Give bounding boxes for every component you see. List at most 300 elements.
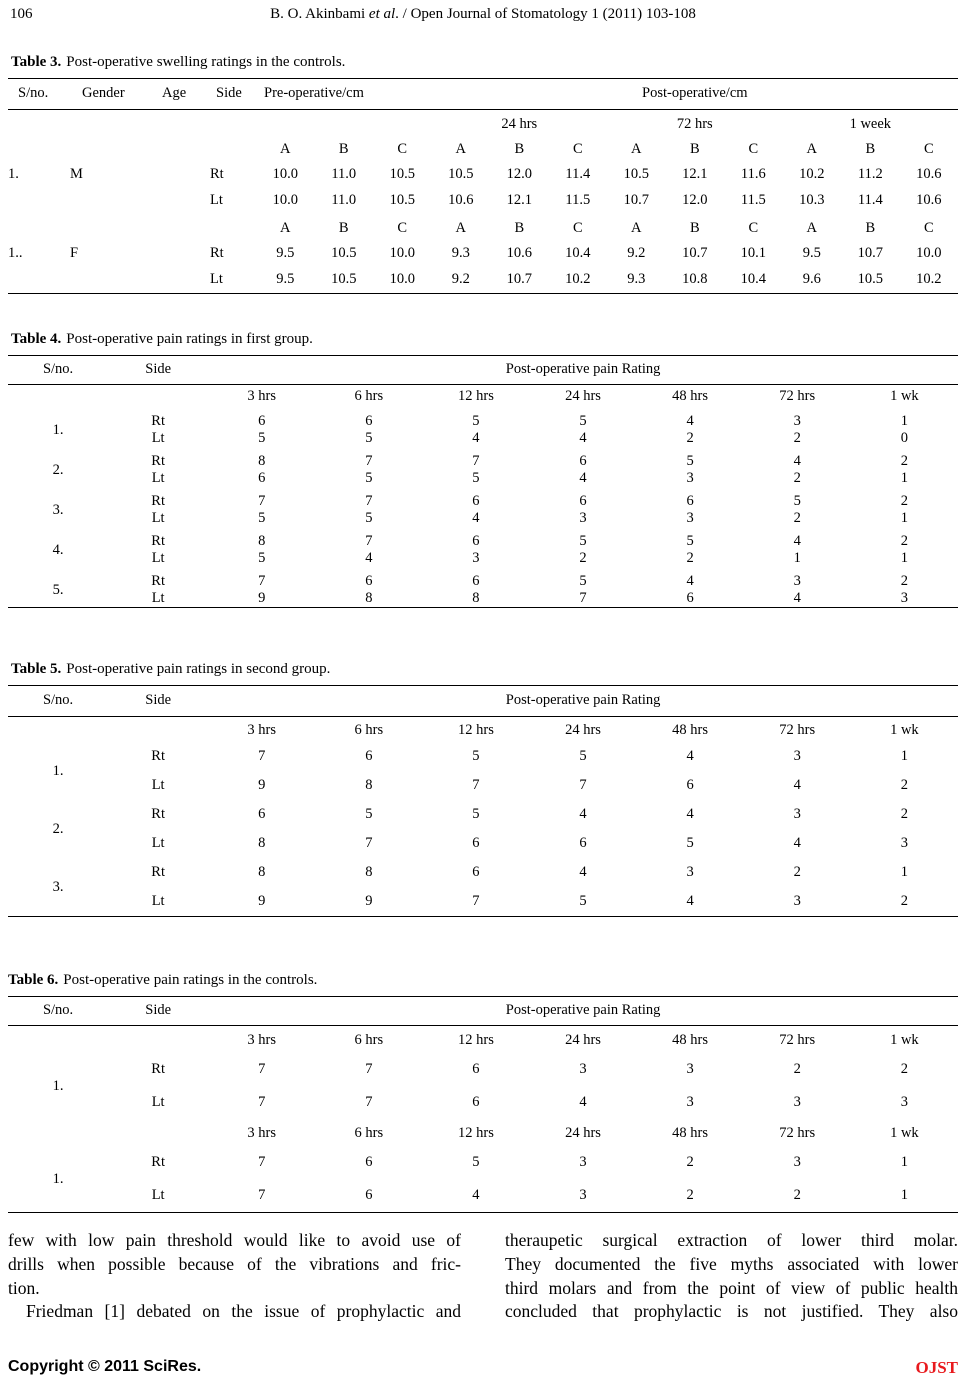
side-cell: Rt (151, 413, 165, 429)
pain-rating-cell: 7 (472, 453, 480, 469)
pain-rating-cell: 6 (365, 413, 373, 429)
pain-rating-cell: 2 (793, 1061, 801, 1077)
pain-rating-cell: 5 (686, 533, 694, 549)
value-cell: 11.6 (740, 166, 766, 182)
abc-header-row (8, 214, 958, 241)
pain-rating-cell: 7 (365, 1094, 373, 1110)
pain-rating-cell: 7 (258, 573, 266, 589)
col-age: Age (150, 79, 210, 110)
col-side: Side (210, 79, 256, 110)
pain-rating-cell: 3 (793, 748, 801, 764)
pain-rating-cell: 2 (686, 1154, 694, 1170)
pain-rating-cell: 4 (686, 413, 694, 429)
pain-rating-cell: 6 (472, 864, 480, 880)
pain-rating-cell: 6 (365, 1187, 373, 1203)
pain-rating-cell: 5 (472, 413, 480, 429)
body-text-line: They documented the five myths associated with lower (505, 1253, 958, 1274)
time-label-cell: 6 hrs (354, 1032, 384, 1048)
measure-label-cell: B (689, 141, 700, 157)
time-label-cell: 48 hrs (672, 388, 709, 404)
sno-cell: 1. (52, 1077, 64, 1094)
table-row (8, 527, 958, 550)
pain-rating-cell: 9 (258, 893, 266, 909)
pain-rating-cell: 2 (579, 550, 587, 566)
pain-rating-cell: 3 (686, 1094, 694, 1110)
side-cell: Lt (151, 550, 165, 566)
value-cell: 11.0 (331, 192, 357, 208)
pain-rating-cell: 2 (900, 493, 908, 509)
time-label-cell: 1 wk (890, 1032, 919, 1048)
table-row (8, 1086, 958, 1119)
col-pain-rating: Post-operative pain Rating (208, 997, 958, 1026)
pain-rating-cell: 7 (258, 748, 266, 764)
time-label-cell: 1 wk (890, 722, 919, 738)
measure-label-cell: C (923, 220, 934, 236)
sno-cell: 2. (52, 820, 64, 837)
measure-label-cell: B (865, 220, 876, 236)
measure-label-cell: A (806, 220, 818, 236)
value-cell: 12.1 (506, 192, 532, 208)
value-cell: 9.5 (276, 271, 295, 287)
value-cell: 10.5 (448, 166, 474, 182)
value-cell: 10.7 (682, 245, 708, 261)
measure-label-cell: A (806, 141, 818, 157)
pain-rating-cell: 3 (900, 590, 908, 606)
pain-rating-cell: 9 (365, 893, 373, 909)
time-label-cell: 72 hrs (779, 1125, 816, 1141)
measure-label-cell: C (397, 141, 408, 157)
measure-label-cell: C (748, 220, 759, 236)
pain-table-second-group (8, 685, 958, 917)
body-text-line: Friedman [1] debated on the issue of prophylactic and (26, 1301, 461, 1322)
pain-rating-cell: 2 (793, 1187, 801, 1203)
table6-title (8, 971, 958, 989)
value-cell: 10.0 (272, 166, 298, 182)
value-cell: 10.0 (916, 245, 942, 261)
value-cell: 10.2 (565, 271, 591, 287)
pain-rating-cell: 2 (793, 864, 801, 880)
pain-rating-cell: 4 (579, 864, 587, 880)
spacer-cell (8, 717, 208, 743)
pain-rating-cell: 5 (579, 748, 587, 764)
value-cell: 11.5 (740, 192, 766, 208)
value-cell: 9.3 (451, 245, 470, 261)
pain-rating-cell: 4 (472, 430, 480, 446)
pain-rating-cell: 1 (900, 1154, 908, 1170)
pain-rating-cell: 5 (793, 493, 801, 509)
pain-rating-cell: 2 (900, 573, 908, 589)
body-text-line: theraupetic surgical extraction of lower third molar. (505, 1230, 958, 1250)
time-label-cell: 72 hrs (779, 1032, 816, 1048)
side-cell: Lt (210, 271, 223, 287)
table-row (8, 162, 958, 188)
table-row (8, 1179, 958, 1213)
pain-rating-cell: 4 (579, 470, 587, 486)
pain-rating-cell: 3 (686, 864, 694, 880)
pain-rating-cell: 5 (472, 748, 480, 764)
pain-rating-cell: 6 (472, 573, 480, 589)
measure-label-cell: A (631, 220, 642, 236)
value-cell: 10.6 (506, 245, 532, 261)
col-side: Side (108, 356, 208, 385)
table-row (8, 887, 958, 917)
measure-label-cell: A (631, 141, 642, 157)
pain-rating-cell: 6 (472, 533, 480, 549)
value-cell: 10.6 (448, 192, 474, 208)
pain-rating-cell: 8 (258, 835, 266, 851)
pain-rating-cell: 7 (365, 493, 373, 509)
table-row (8, 771, 958, 800)
pain-rating-cell: 8 (258, 864, 266, 880)
pain-rating-cell: 3 (472, 550, 480, 566)
pain-rating-cell: 8 (258, 533, 266, 549)
pain-rating-cell: 4 (686, 748, 694, 764)
pain-rating-cell: 5 (686, 453, 694, 469)
col-preoperative: Pre-operative/cm (256, 79, 432, 110)
time-1week: 1 week (849, 116, 892, 132)
value-cell: 10.5 (389, 192, 415, 208)
table3-title-label: Table 3. (11, 54, 62, 70)
body-text-line: third molars and from the point of view of public health (505, 1277, 958, 1298)
pain-rating-cell: 3 (900, 835, 908, 851)
col-pain-rating: Post-operative pain Rating (208, 686, 958, 717)
pain-rating-cell: 5 (258, 550, 266, 566)
measure-label-cell: C (748, 141, 759, 157)
time-header-row (8, 717, 958, 743)
pain-rating-cell: 4 (579, 1094, 587, 1110)
copyright-notice: Copyright © 2011 SciRes. (8, 1358, 202, 1375)
measure-label-cell: A (455, 141, 467, 157)
time-24hrs: 24 hrs (501, 116, 538, 132)
side-cell: Rt (210, 166, 224, 182)
side-cell: Lt (151, 590, 165, 606)
pain-rating-cell: 4 (579, 430, 587, 446)
pain-rating-cell: 7 (258, 1061, 266, 1077)
value-cell: 11.4 (565, 166, 591, 182)
table-row (8, 858, 958, 887)
value-cell: 10.4 (740, 271, 766, 287)
measure-label-cell: B (865, 141, 876, 157)
side-cell: Rt (151, 1154, 165, 1170)
pain-rating-cell: 5 (472, 1154, 480, 1170)
abc-header-row (8, 135, 958, 162)
value-cell: 10.0 (389, 271, 415, 287)
value-cell: 11.0 (331, 166, 357, 182)
side-cell: Rt (151, 573, 165, 589)
pain-rating-cell: 4 (793, 533, 801, 549)
pain-rating-cell: 3 (793, 806, 801, 822)
table3-title-text: Post-operative swelling ratings in the controls. (66, 54, 346, 70)
gender-cell: F (70, 245, 79, 261)
spacer-cell (8, 110, 256, 136)
time-label-cell: 48 hrs (672, 1032, 709, 1048)
value-cell: 11.4 (857, 192, 883, 208)
col-gender: Gender (70, 79, 150, 110)
pain-rating-cell: 5 (579, 533, 587, 549)
value-cell: 10.7 (857, 245, 883, 261)
pain-rating-cell: 7 (472, 893, 480, 909)
measure-label-cell: B (689, 220, 700, 236)
side-cell: Lt (151, 510, 165, 526)
value-cell: 10.1 (740, 245, 766, 261)
pain-rating-cell: 8 (365, 864, 373, 880)
pain-rating-cell: 2 (793, 430, 801, 446)
spacer-cell (8, 1119, 208, 1146)
time-label-cell: 48 hrs (672, 722, 709, 738)
side-cell: Lt (151, 1094, 165, 1110)
measure-label-cell: B (514, 220, 525, 236)
sno-cell: 1. (8, 166, 19, 182)
time-label-cell: 12 hrs (457, 388, 494, 404)
table6-title-text: Post-operative pain ratings in the controls. (63, 972, 318, 988)
side-cell: Rt (151, 748, 165, 764)
time-72hrs: 72 hrs (676, 116, 713, 132)
table-row (8, 1146, 958, 1179)
measure-label-cell: B (514, 141, 525, 157)
pain-rating-cell: 6 (365, 1154, 373, 1170)
pain-rating-cell: 4 (686, 893, 694, 909)
value-cell: 10.6 (916, 166, 942, 182)
value-cell: 10.6 (916, 192, 942, 208)
table-header-row (8, 356, 958, 385)
table4-title (11, 330, 958, 348)
pain-rating-cell: 3 (579, 1154, 587, 1170)
table4-title-text: Post-operative pain ratings in first group. (66, 331, 313, 347)
pain-rating-cell: 2 (793, 470, 801, 486)
value-cell: 12.0 (682, 192, 708, 208)
time-label-cell: 72 hrs (779, 388, 816, 404)
col-pain-rating: Post-operative pain Rating (208, 356, 958, 385)
sno-cell: 1. (52, 1170, 64, 1187)
time-label-cell: 24 hrs (565, 1125, 601, 1141)
time-label-cell: 24 hrs (565, 388, 601, 404)
measure-label-cell: B (338, 220, 349, 236)
time-header-row (8, 1119, 958, 1146)
pain-rating-cell: 2 (793, 510, 801, 526)
pain-rating-cell: 5 (258, 510, 266, 526)
time-label-cell: 24 hrs (565, 722, 601, 738)
pain-rating-cell: 4 (686, 806, 694, 822)
pain-rating-cell: 4 (793, 453, 801, 469)
sno-cell: 1.. (8, 245, 23, 261)
table6-title-label: Table 6. (8, 972, 59, 988)
side-cell: Rt (151, 806, 165, 822)
pain-rating-cell: 1 (900, 550, 908, 566)
spacer-cell (8, 267, 210, 294)
sno-cell: 4. (52, 541, 64, 558)
pain-rating-cell: 1 (900, 1187, 908, 1203)
time-label-cell: 3 hrs (247, 1032, 277, 1048)
side-cell: Lt (151, 470, 165, 486)
pain-rating-cell: 1 (900, 470, 908, 486)
pain-rating-cell: 7 (579, 590, 587, 606)
pain-rating-cell: 7 (258, 1154, 266, 1170)
time-label-cell: 6 hrs (354, 388, 384, 404)
table-header-row (8, 686, 958, 717)
journal-abbreviation: OJST (915, 1358, 958, 1377)
time-label-cell: 72 hrs (779, 722, 816, 738)
pain-rating-cell: 4 (472, 510, 480, 526)
pain-rating-cell: 4 (793, 777, 801, 793)
time-label-cell: 3 hrs (247, 722, 277, 738)
running-head (8, 6, 958, 26)
table-row (8, 447, 958, 470)
value-cell: 9.2 (451, 271, 470, 287)
table-row (8, 1053, 958, 1086)
spacer-cell (256, 110, 432, 136)
pain-rating-cell: 1 (793, 550, 801, 566)
side-cell: Rt (151, 453, 165, 469)
pain-rating-cell: 7 (258, 1094, 266, 1110)
table-row (8, 829, 958, 858)
side-cell: Lt (151, 893, 165, 909)
value-cell: 10.4 (565, 245, 591, 261)
value-cell: 9.3 (627, 271, 646, 287)
pain-rating-cell: 2 (900, 777, 908, 793)
running-head-etal: et al (368, 6, 396, 22)
pain-rating-cell: 3 (793, 1154, 801, 1170)
pain-rating-cell: 5 (365, 430, 373, 446)
table-header-row (8, 997, 958, 1026)
pain-rating-cell: 7 (365, 835, 373, 851)
table-row (8, 590, 958, 608)
sno-cell: 5. (52, 581, 64, 598)
value-cell: 11.5 (565, 192, 591, 208)
pain-rating-cell: 7 (365, 533, 373, 549)
pain-rating-cell: 6 (472, 1061, 480, 1077)
value-cell: 9.5 (276, 245, 295, 261)
pain-rating-cell: 3 (686, 1061, 694, 1077)
pain-rating-cell: 7 (258, 1187, 266, 1203)
pain-table-controls (8, 996, 958, 1213)
pain-rating-cell: 4 (686, 573, 694, 589)
pain-rating-cell: 2 (686, 550, 694, 566)
swelling-table-body (8, 110, 958, 294)
pain-rating-cell: 6 (472, 493, 480, 509)
running-head-authors: B. O. Akinbami (270, 6, 369, 22)
value-cell: 10.5 (857, 271, 883, 287)
pain-rating-cell: 5 (365, 806, 373, 822)
value-cell: 10.0 (272, 192, 298, 208)
table5-title-text: Post-operative pain ratings in second group. (66, 661, 331, 677)
body-text-line: tion. (8, 1277, 40, 1298)
page-number: 106 (10, 6, 33, 22)
pain-rating-cell: 6 (686, 493, 694, 509)
table-row (8, 241, 958, 267)
time-header-row (8, 1026, 958, 1054)
time-label-cell: 3 hrs (247, 388, 277, 404)
pain-rating-cell: 5 (579, 573, 587, 589)
value-cell: 9.6 (802, 271, 821, 287)
pain-rating-cell: 6 (472, 1094, 480, 1110)
col-sno: S/no. (8, 356, 108, 385)
col-sno: S/no. (8, 79, 70, 110)
value-cell: 10.5 (623, 166, 649, 182)
pain-rating-cell: 3 (793, 573, 801, 589)
table-header-row (8, 79, 958, 110)
value-cell: 10.3 (799, 192, 825, 208)
pain-rating-cell: 2 (900, 806, 908, 822)
side-cell: Lt (151, 835, 165, 851)
body-text-line: few with low pain threshold would like to avoid use of (8, 1230, 461, 1250)
pain-rating-cell: 7 (365, 453, 373, 469)
pain-rating-cell: 1 (900, 510, 908, 526)
pain-rating-cell: 6 (258, 470, 266, 486)
side-cell: Rt (151, 533, 165, 549)
value-cell: 10.0 (389, 245, 415, 261)
time-header-row (8, 385, 958, 408)
table-row (8, 470, 958, 487)
pain-rating-cell: 1 (900, 748, 908, 764)
value-cell: 10.2 (799, 166, 825, 182)
pain-rating-cell: 4 (365, 550, 373, 566)
pain-rating-cell: 8 (472, 590, 480, 606)
pain-rating-cell: 3 (793, 1094, 801, 1110)
table-row (8, 430, 958, 447)
pain-rating-cell: 3 (579, 1061, 587, 1077)
pain-rating-cell: 2 (686, 430, 694, 446)
swelling-table (8, 78, 958, 294)
measure-label-cell: A (280, 220, 291, 236)
side-cell: Lt (151, 430, 165, 446)
pain-rating-cell: 4 (579, 806, 587, 822)
measure-label-cell: C (572, 141, 583, 157)
pain-rating-cell: 3 (793, 893, 801, 909)
pain-rating-cell: 6 (579, 493, 587, 509)
value-cell: 12.0 (506, 166, 532, 182)
pain-rating-cell: 2 (900, 533, 908, 549)
measure-label-cell: A (280, 141, 291, 157)
running-head-journal: . / Open Journal of Stomatology 1 (2011) 103-108 (395, 6, 696, 22)
measure-label-cell: C (572, 220, 583, 236)
value-cell: 12.1 (682, 166, 708, 182)
table-row (8, 567, 958, 590)
time-label-cell: 12 hrs (457, 1125, 494, 1141)
table3-title (11, 53, 958, 71)
pain-rating-cell: 7 (258, 493, 266, 509)
col-sno: S/no. (8, 997, 108, 1026)
pain-rating-cell: 8 (365, 590, 373, 606)
col-sno: S/no. (8, 686, 108, 717)
table5-title (11, 660, 958, 678)
pain-rating-cell: 5 (579, 413, 587, 429)
pain-rating-cell: 5 (472, 470, 480, 486)
spacer-cell (8, 135, 256, 162)
pain-rating-cell: 6 (365, 573, 373, 589)
table-row (8, 407, 958, 430)
time-label-cell: 24 hrs (565, 1032, 601, 1048)
pain-rating-cell: 5 (365, 470, 373, 486)
pain-rating-cell: 3 (579, 1187, 587, 1203)
side-cell: Rt (210, 245, 224, 261)
table-row (8, 550, 958, 567)
pain-rating-cell: 2 (900, 893, 908, 909)
table-row (8, 800, 958, 829)
age-cell (150, 241, 210, 267)
value-cell: 10.5 (389, 166, 415, 182)
body-text (8, 1229, 958, 1324)
pain-rating-cell: 9 (258, 777, 266, 793)
pain-rating-cell: 4 (472, 1187, 480, 1203)
pain-rating-cell: 1 (900, 413, 908, 429)
col-side: Side (108, 686, 208, 717)
pain-rating-cell: 3 (900, 1094, 908, 1110)
table-row (8, 487, 958, 510)
pain-rating-cell: 7 (472, 777, 480, 793)
side-cell: Rt (151, 493, 165, 509)
body-text-right-column (505, 1229, 958, 1324)
time-label-cell: 6 hrs (354, 1125, 384, 1141)
